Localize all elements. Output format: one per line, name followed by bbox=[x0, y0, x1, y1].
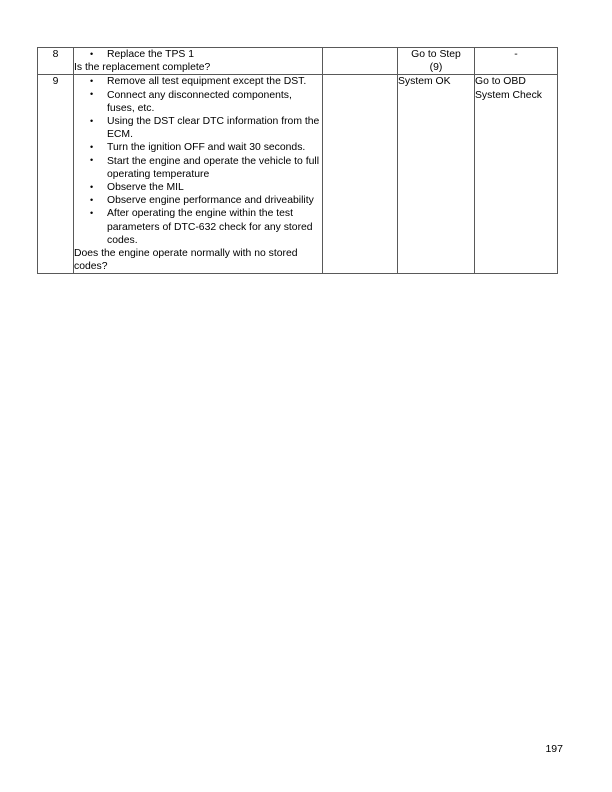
action-cell bbox=[74, 48, 323, 75]
list-item: • Observe engine performance and driveability bbox=[90, 194, 322, 207]
table-row bbox=[38, 75, 558, 274]
no-result-cell: Go to OBD System Check bbox=[475, 75, 558, 274]
value-cell bbox=[323, 75, 398, 274]
action-question: Does the engine operate normally with no stored codes? bbox=[74, 248, 298, 273]
no-result-cell: - bbox=[475, 48, 558, 75]
action-bullet-list bbox=[74, 48, 322, 61]
yes-result-cell bbox=[398, 48, 475, 75]
list-item: • Using the DST clear DTC information from the ECM. bbox=[90, 115, 322, 141]
action-question: Is the replacement complete? bbox=[74, 62, 211, 74]
list-item: • Connect any disconnected components, fuses, etc. bbox=[90, 89, 322, 115]
step-number-cell: 8 bbox=[38, 48, 74, 75]
value-cell bbox=[323, 48, 398, 75]
list-item: • Observe the MIL bbox=[90, 181, 322, 194]
yes-result-step-ref: (9) bbox=[429, 62, 443, 74]
table-row bbox=[38, 48, 558, 75]
yes-result-cell: System OK bbox=[398, 75, 475, 274]
list-item: • Remove all test equipment except the DST. bbox=[90, 75, 322, 88]
list-item: • Replace the TPS 1 bbox=[90, 48, 322, 61]
action-bullet-list bbox=[74, 75, 322, 247]
step-number-cell: 9 bbox=[38, 75, 74, 274]
yes-result-label: Go to Step bbox=[411, 49, 461, 60]
list-item: • After operating the engine within the test parameters of DTC-632 check for any stored codes. bbox=[90, 207, 322, 247]
diagnostic-steps-table bbox=[37, 47, 558, 274]
page-number: 197 bbox=[545, 743, 563, 755]
list-item: • Turn the ignition OFF and wait 30 seconds. bbox=[90, 141, 322, 154]
list-item: • Start the engine and operate the vehicle to full operating temperature bbox=[90, 155, 322, 181]
action-cell bbox=[74, 75, 323, 274]
